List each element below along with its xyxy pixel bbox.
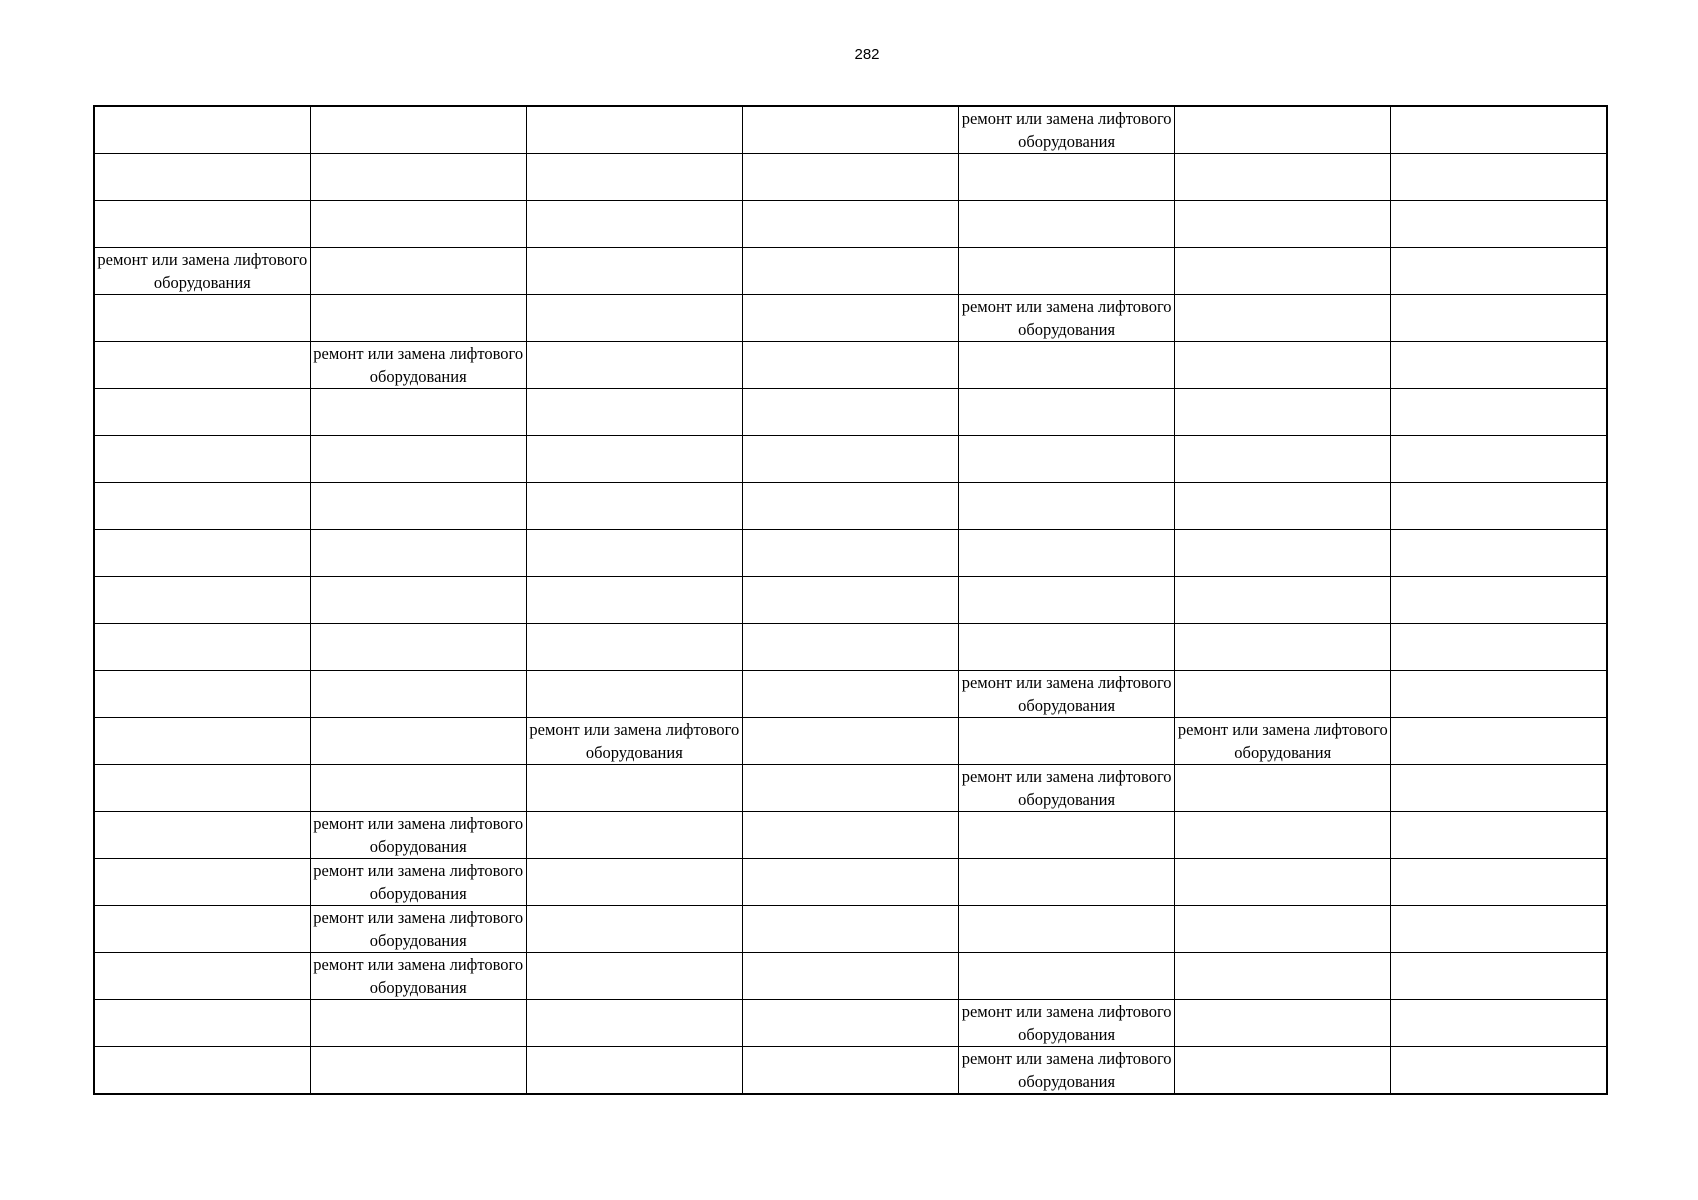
table-cell [959,812,1175,859]
table-row [94,1000,1607,1047]
table-row [94,389,1607,436]
table-row [94,577,1607,624]
table-cell [1391,906,1607,953]
table-cell: ремонт или замена лифтового оборудования [959,295,1175,342]
table-cell [742,624,958,671]
table-cell [1175,1000,1391,1047]
table-cell [1391,201,1607,248]
table-cell [959,436,1175,483]
table-row [94,812,1607,859]
table-cell [310,1047,526,1095]
table-cell [94,483,310,530]
table-cell: ремонт или замена лифтового оборудования [310,953,526,1000]
table-row [94,295,1607,342]
table-cell [526,953,742,1000]
table-cell [742,577,958,624]
table-cell [310,1000,526,1047]
table-cell [310,483,526,530]
table-cell [94,906,310,953]
table-row [94,906,1607,953]
table-cell: ремонт или замена лифтового оборудования [310,859,526,906]
table-cell [1175,577,1391,624]
table-cell [1391,1000,1607,1047]
table-cell [959,577,1175,624]
table-cell [742,906,958,953]
table-cell [310,436,526,483]
table-cell [1175,106,1391,154]
table-cell [94,812,310,859]
table-cell [959,859,1175,906]
table-cell [310,530,526,577]
table-cell [94,859,310,906]
table-cell [959,154,1175,201]
table-cell [742,483,958,530]
table-row [94,859,1607,906]
table-cell [742,154,958,201]
table-cell [94,389,310,436]
table-row [94,106,1607,154]
table-cell: ремонт или замена лифтового оборудования [959,106,1175,154]
table-cell [310,154,526,201]
table-cell [526,295,742,342]
table-cell [1391,1047,1607,1095]
table-cell [1175,624,1391,671]
table-cell [1175,201,1391,248]
table-cell: ремонт или замена лифтового оборудования [310,342,526,389]
table-cell [94,436,310,483]
table-cell [1175,671,1391,718]
table-cell [959,248,1175,295]
table-cell [742,953,958,1000]
table-cell [1175,859,1391,906]
table-cell [742,1000,958,1047]
table-cell: ремонт или замена лифтового оборудования [959,671,1175,718]
page-number: 282 [854,46,880,63]
table-row [94,624,1607,671]
table-row [94,1047,1607,1095]
table-row [94,436,1607,483]
table-cell [742,248,958,295]
table-cell [1175,953,1391,1000]
table-cell [310,671,526,718]
table-cell [742,859,958,906]
table-cell: ремонт или замена лифтового оборудования [959,1000,1175,1047]
table-cell [1391,953,1607,1000]
table-cell [959,201,1175,248]
table-row [94,201,1607,248]
table-cell [1391,671,1607,718]
table-cell [742,342,958,389]
table-cell [742,295,958,342]
table-cell [310,295,526,342]
table-cell [310,765,526,812]
table-cell [959,342,1175,389]
table-cell [94,765,310,812]
table-cell [526,765,742,812]
table-cell [959,530,1175,577]
table-cell [1175,248,1391,295]
table-cell [94,342,310,389]
table-cell [526,106,742,154]
table-cell [1175,906,1391,953]
table-cell [742,389,958,436]
table-cell [526,624,742,671]
table-cell [310,718,526,765]
table-cell [742,201,958,248]
table-cell [1391,436,1607,483]
table-cell [1391,342,1607,389]
table-cell [742,671,958,718]
works-table-body [94,106,1607,1094]
table-cell [94,106,310,154]
table-cell [1391,389,1607,436]
table-cell [94,530,310,577]
table-cell [526,154,742,201]
table-cell [94,624,310,671]
table-cell [310,389,526,436]
table-row [94,342,1607,389]
table-cell [959,389,1175,436]
works-table [93,105,1608,1095]
table-cell [742,1047,958,1095]
table-cell [94,154,310,201]
table-cell: ремонт или замена лифтового оборудования [526,718,742,765]
table-cell [94,295,310,342]
table-cell: ремонт или замена лифтового оборудования [310,812,526,859]
table-cell [742,718,958,765]
table-cell [526,812,742,859]
table-cell [1391,859,1607,906]
table-cell [959,906,1175,953]
table-cell [310,577,526,624]
table-cell [526,577,742,624]
table-row [94,671,1607,718]
table-cell [1391,295,1607,342]
table-cell [526,906,742,953]
table-cell [526,342,742,389]
table-cell [959,483,1175,530]
table-cell: ремонт или замена лифтового оборудования [959,1047,1175,1095]
table-cell [94,1000,310,1047]
table-cell [1391,577,1607,624]
table-cell [94,577,310,624]
table-cell [742,765,958,812]
table-cell [94,718,310,765]
table-cell [1391,530,1607,577]
table-cell [1391,765,1607,812]
table-cell [1391,106,1607,154]
table-cell [526,1047,742,1095]
table-cell [1391,718,1607,765]
table-cell [310,624,526,671]
table-cell [526,859,742,906]
table-cell [1175,1047,1391,1095]
table-cell [310,248,526,295]
table-cell [1391,248,1607,295]
table-cell [94,1047,310,1095]
table-cell [526,436,742,483]
table-cell [742,812,958,859]
table-cell [310,201,526,248]
table-cell [1175,483,1391,530]
table-cell: ремонт или замена лифтового оборудования [94,248,310,295]
table-cell [310,106,526,154]
table-row [94,765,1607,812]
table-row [94,154,1607,201]
table-cell [94,953,310,1000]
table-cell [526,671,742,718]
table-row [94,530,1607,577]
table-cell: ремонт или замена лифтового оборудования [310,906,526,953]
table-cell [742,436,958,483]
table-cell [1175,154,1391,201]
table-cell [526,248,742,295]
table-cell [526,483,742,530]
table-cell [742,106,958,154]
table-cell: ремонт или замена лифтового оборудования [959,765,1175,812]
table-cell [526,389,742,436]
table-cell [526,201,742,248]
table-cell [1391,483,1607,530]
table-cell [1175,436,1391,483]
table-row [94,953,1607,1000]
table-row [94,248,1607,295]
table-cell [526,1000,742,1047]
table-cell [94,201,310,248]
table-cell [94,671,310,718]
table-cell [1391,812,1607,859]
table-cell [959,624,1175,671]
table-cell [1175,342,1391,389]
table-cell [1175,389,1391,436]
table-row [94,718,1607,765]
table-cell: ремонт или замена лифтового оборудования [1175,718,1391,765]
table-cell [1391,624,1607,671]
table-cell [526,530,742,577]
table-cell [1175,765,1391,812]
table-cell [1175,530,1391,577]
table-row [94,483,1607,530]
table-cell [1391,154,1607,201]
table-cell [742,530,958,577]
table-cell [959,953,1175,1000]
table-cell [1175,812,1391,859]
table-cell [959,718,1175,765]
table-cell [1175,295,1391,342]
